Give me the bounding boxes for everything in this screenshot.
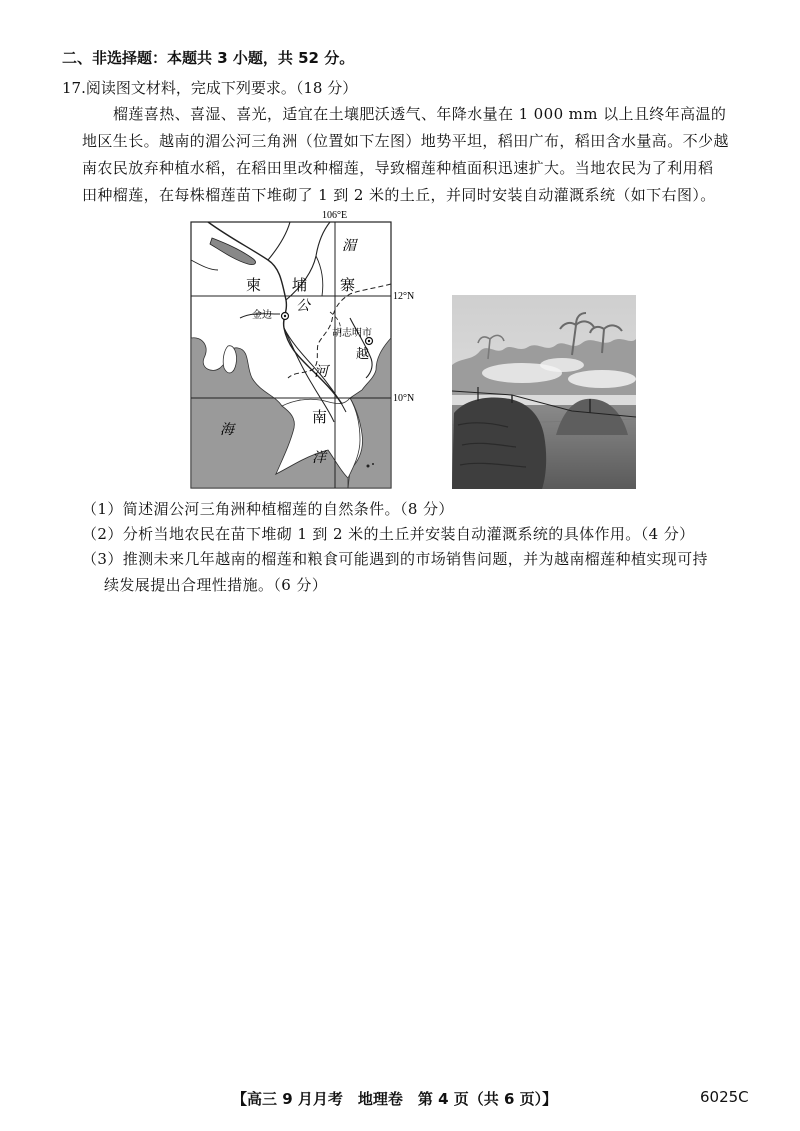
material-line-1: 榴莲喜热、喜湿、喜光，适宜在土壤肥沃透气、年降水量在 1 000 mm 以上且终年高温的 — [113, 105, 727, 123]
material-line-4: 田种榴莲，在每株榴莲苗下堆砌了 1 到 2 米的土丘，并同时安装自动灌溉系统（如下右图）。 — [82, 186, 716, 204]
mekong-delta-map — [190, 208, 420, 490]
label-phnom-penh: 金边 — [252, 310, 272, 321]
label-cambodia-3: 寨 — [340, 276, 356, 294]
island — [223, 346, 236, 373]
page-code: 6025C — [700, 1088, 749, 1106]
page-footer: 【高三 9 月月考 地理卷 第 4 页（共 6 页）】 — [232, 1090, 558, 1108]
section-heading: 二、非选择题：本题共 3 小题，共 52 分。 — [62, 49, 355, 67]
question-stem: 17.阅读图文材料，完成下列要求。（18 分） — [62, 79, 358, 97]
label-mekong-3: 河 — [314, 364, 328, 380]
label-hcmc: 胡志明市 — [332, 328, 372, 339]
material-line-2: 地区生长。越南的湄公河三角洲（位置如下左图）地势平坦，稻田广布，稻田含水量高。不少越 — [82, 132, 729, 150]
label-mekong-1: 湄 — [342, 238, 356, 254]
label-nan: 南 — [312, 408, 328, 426]
lat-10-label: 10°N — [393, 393, 415, 404]
sub-question-3: （3）推测未来几年越南的榴莲和粮食可能遇到的市场销售问题，并为越南榴莲种植实现可持 — [82, 550, 708, 568]
label-sea-1: 海 — [220, 422, 234, 438]
label-vietnam: 越 — [356, 347, 370, 362]
sub-question-3-cont: 续发展提出合理性措施。（6 分） — [104, 576, 328, 594]
longitude-label: 106°E — [322, 210, 348, 221]
sub-question-2: （2）分析当地农民在苗下堆砌 1 到 2 米的土丘并安装自动灌溉系统的具体作用。（4 分） — [82, 525, 695, 543]
label-mekong-2: 公 — [296, 298, 310, 314]
label-sea-2: 洋 — [312, 450, 326, 466]
durian-mound-photo — [452, 295, 636, 489]
label-cambodia-2: 埔 — [292, 276, 308, 294]
sub-question-1: （1）简述湄公河三角洲种植榴莲的自然条件。（8 分） — [82, 500, 454, 518]
label-cambodia-1: 柬 — [246, 276, 262, 294]
lat-12-label: 12°N — [393, 291, 415, 302]
material-line-3: 南农民放弃种植水稻，在稻田里改种榴莲，导致榴莲种植面积迅速扩大。当地农民为了利用稻 — [82, 159, 714, 177]
